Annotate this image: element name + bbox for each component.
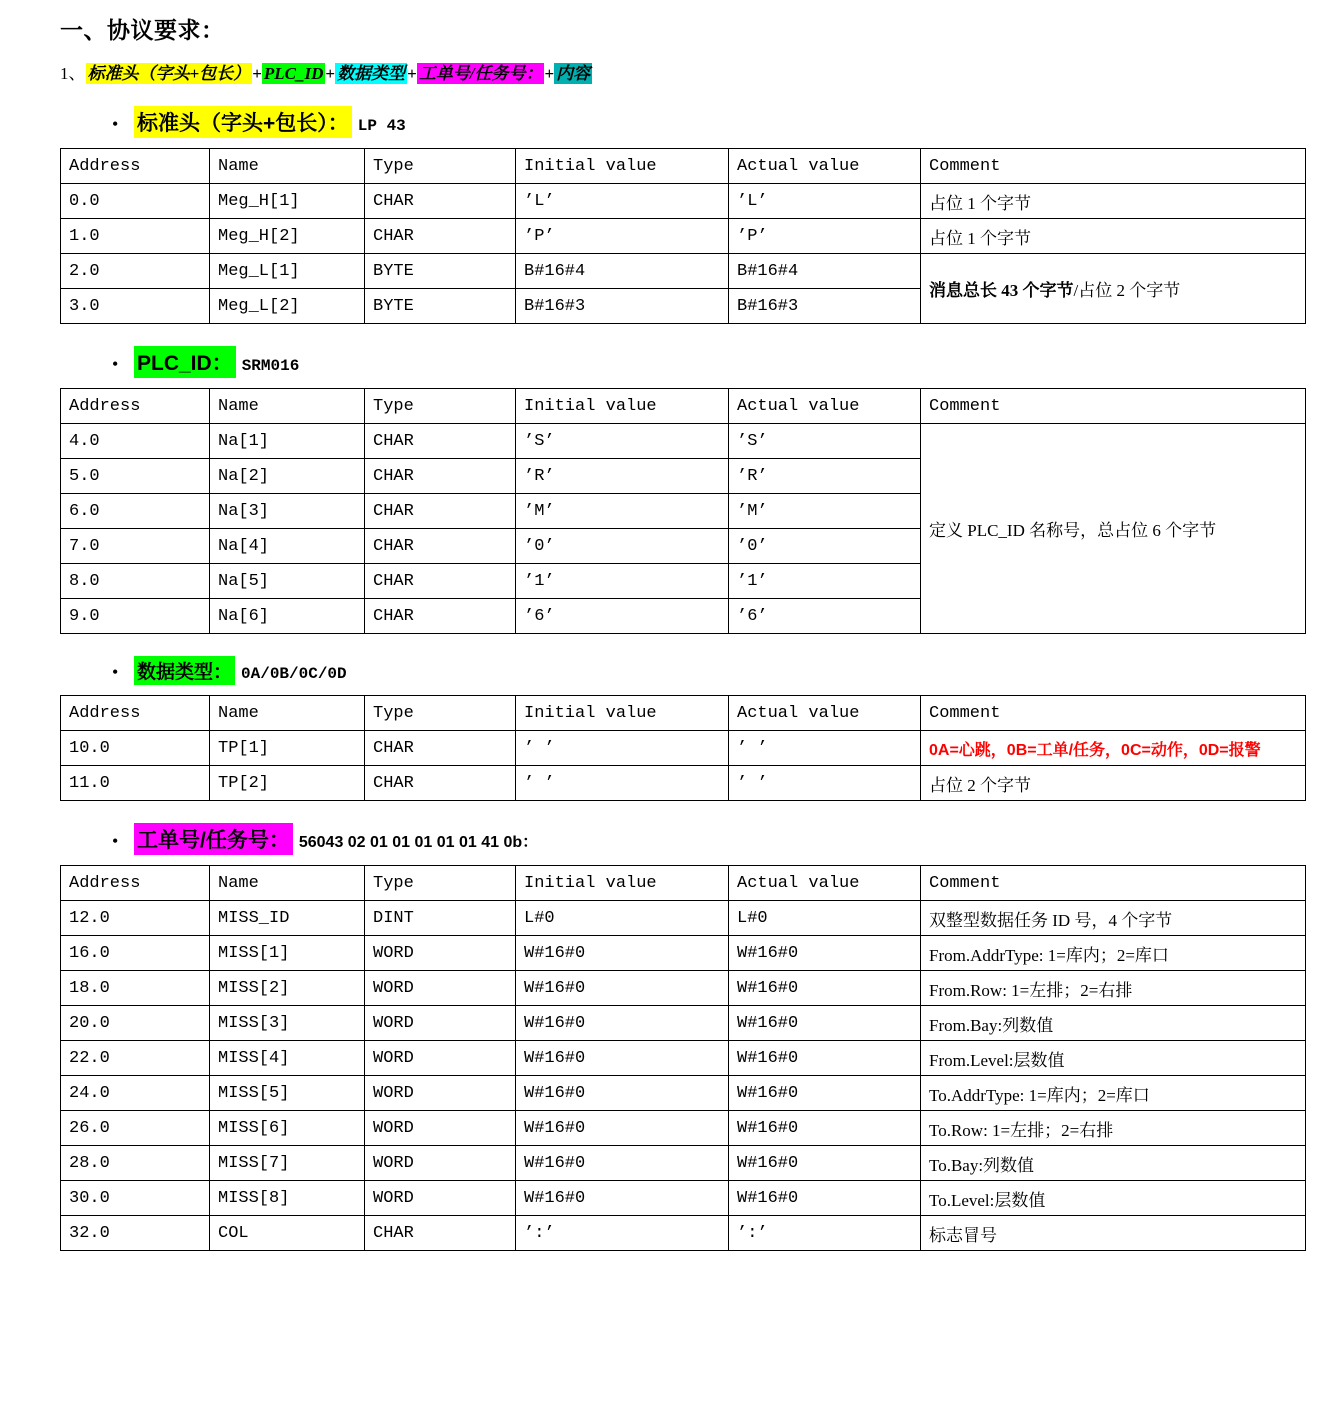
cell-comment: 双整型数据任务 ID 号，4 个字节 [921, 901, 1306, 936]
cell-initial: ’6’ [516, 599, 729, 634]
column-header-initial-value: Initial value [516, 389, 729, 424]
cell-type: WORD [365, 936, 516, 971]
column-header-initial-value: Initial value [516, 149, 729, 184]
cell-initial: W#16#0 [516, 1076, 729, 1111]
cell-comment [921, 731, 1306, 766]
cell-type: CHAR [365, 731, 516, 766]
column-header-actual-value: Actual value [729, 866, 921, 901]
cell-comment: To.Bay:列数值 [921, 1146, 1306, 1181]
protocol-format-line [60, 59, 1304, 84]
cell-comment: 占位 2 个字节 [921, 766, 1306, 801]
bullet-dot-icon: • [112, 831, 119, 851]
cell-actual: W#16#0 [729, 971, 921, 1006]
cell-name: Meg_L[2] [210, 289, 365, 324]
cell-name: MISS[1] [210, 936, 365, 971]
cell-initial: W#16#0 [516, 1146, 729, 1181]
table-row [61, 971, 1306, 1006]
table-row [61, 1041, 1306, 1076]
cell-actual: W#16#0 [729, 1181, 921, 1216]
format-parts [86, 63, 593, 84]
cell-initial: ’M’ [516, 494, 729, 529]
cell-initial: ’1’ [516, 564, 729, 599]
section-value: 56043 02 01 01 01 01 01 41 0b： [298, 834, 539, 851]
cell-initial: W#16#0 [516, 1041, 729, 1076]
cell-address: 20.0 [61, 1006, 210, 1041]
table-row [61, 424, 1306, 459]
cell-name: Meg_H[1] [210, 184, 365, 219]
table-header-row [61, 389, 1306, 424]
cell-initial: B#16#4 [516, 254, 729, 289]
cell-comment [921, 254, 1306, 324]
comment-emphasis: 消息总长 43 个字节 [929, 281, 1074, 300]
table-row [61, 184, 1306, 219]
cell-address: 2.0 [61, 254, 210, 289]
section-bullet-2 [112, 656, 1304, 685]
cell-name: TP[1] [210, 731, 365, 766]
cell-type: CHAR [365, 494, 516, 529]
table-row [61, 1111, 1306, 1146]
cell-type: CHAR [365, 1216, 516, 1251]
cell-address: 8.0 [61, 564, 210, 599]
section-value: 0A/0B/0C/0D [241, 665, 347, 683]
cell-name: MISS[2] [210, 971, 365, 1006]
cell-type: CHAR [365, 599, 516, 634]
cell-name: Meg_H[2] [210, 219, 365, 254]
cell-type: WORD [365, 1181, 516, 1216]
cell-type: WORD [365, 1006, 516, 1041]
cell-name: MISS[4] [210, 1041, 365, 1076]
cell-initial: W#16#0 [516, 1181, 729, 1216]
cell-comment: 占位 1 个字节 [921, 219, 1306, 254]
table-row [61, 766, 1306, 801]
list-number: 1、 [60, 64, 86, 83]
column-header-type: Type [365, 149, 516, 184]
cell-actual: ’L’ [729, 184, 921, 219]
cell-address: 6.0 [61, 494, 210, 529]
cell-address: 5.0 [61, 459, 210, 494]
cell-name: COL [210, 1216, 365, 1251]
cell-actual: W#16#0 [729, 1076, 921, 1111]
section-title: PLC_ID： [134, 346, 236, 378]
cell-comment: To.AddrType: 1=库内；2=库口 [921, 1076, 1306, 1111]
cell-comment: From.Bay:列数值 [921, 1006, 1306, 1041]
column-header-type: Type [365, 866, 516, 901]
column-header-actual-value: Actual value [729, 149, 921, 184]
cell-address: 4.0 [61, 424, 210, 459]
cell-comment: To.Level:层数值 [921, 1181, 1306, 1216]
column-header-name: Name [210, 149, 365, 184]
cell-address: 3.0 [61, 289, 210, 324]
section-value: SRM016 [241, 357, 300, 375]
cell-actual: W#16#0 [729, 1111, 921, 1146]
column-header-address: Address [61, 696, 210, 731]
column-header-actual-value: Actual value [729, 696, 921, 731]
cell-initial: ’L’ [516, 184, 729, 219]
cell-comment: 标志冒号 [921, 1216, 1306, 1251]
cell-comment: To.Row: 1=左排；2=右排 [921, 1111, 1306, 1146]
cell-comment: 定义 PLC_ID 名称号，总占位 6 个字节 [921, 424, 1306, 634]
column-header-type: Type [365, 389, 516, 424]
format-token-2: PLC_ID [263, 64, 324, 83]
cell-address: 11.0 [61, 766, 210, 801]
table-row [61, 901, 1306, 936]
cell-type: CHAR [365, 564, 516, 599]
cell-address: 22.0 [61, 1041, 210, 1076]
cell-address: 10.0 [61, 731, 210, 766]
cell-name: MISS_ID [210, 901, 365, 936]
cell-actual: ’6’ [729, 599, 921, 634]
table-header-row [61, 696, 1306, 731]
cell-initial: W#16#0 [516, 971, 729, 1006]
section-bullet-0 [112, 106, 1304, 138]
cell-initial: ’:’ [516, 1216, 729, 1251]
cell-actual: ’:’ [729, 1216, 921, 1251]
cell-initial: W#16#0 [516, 936, 729, 971]
section-title: 数据类型： [134, 656, 235, 685]
table-header-row [61, 149, 1306, 184]
cell-name: TP[2] [210, 766, 365, 801]
cell-initial: B#16#3 [516, 289, 729, 324]
cell-type: BYTE [365, 289, 516, 324]
cell-address: 0.0 [61, 184, 210, 219]
cell-comment: From.Row: 1=左排；2=右排 [921, 971, 1306, 1006]
cell-actual: W#16#0 [729, 1146, 921, 1181]
cell-type: CHAR [365, 424, 516, 459]
cell-actual: W#16#0 [729, 1006, 921, 1041]
cell-type: BYTE [365, 254, 516, 289]
column-header-name: Name [210, 389, 365, 424]
cell-initial: W#16#0 [516, 1006, 729, 1041]
cell-initial: ’P’ [516, 219, 729, 254]
cell-type: DINT [365, 901, 516, 936]
cell-type: CHAR [365, 766, 516, 801]
column-header-address: Address [61, 866, 210, 901]
cell-type: WORD [365, 1146, 516, 1181]
cell-name: MISS[3] [210, 1006, 365, 1041]
protocol-table-3 [60, 865, 1306, 1251]
cell-actual: W#16#0 [729, 936, 921, 971]
cell-type: WORD [365, 971, 516, 1006]
format-separator: + [252, 64, 262, 83]
cell-address: 28.0 [61, 1146, 210, 1181]
section-bullet-1 [112, 346, 1304, 378]
cell-address: 24.0 [61, 1076, 210, 1111]
table-header-row [61, 866, 1306, 901]
cell-initial: ’0’ [516, 529, 729, 564]
protocol-table-0 [60, 148, 1306, 324]
cell-actual: ’ ’ [729, 731, 921, 766]
cell-name: MISS[5] [210, 1076, 365, 1111]
cell-name: MISS[6] [210, 1111, 365, 1146]
format-separator: + [544, 64, 555, 83]
table-row [61, 1216, 1306, 1251]
cell-type: CHAR [365, 219, 516, 254]
cell-comment: From.Level:层数值 [921, 1041, 1306, 1076]
cell-initial: ’R’ [516, 459, 729, 494]
table-row [61, 1181, 1306, 1216]
cell-name: Na[5] [210, 564, 365, 599]
cell-address: 12.0 [61, 901, 210, 936]
format-separator: + [325, 64, 336, 83]
format-token-8: 内容 [556, 64, 591, 83]
comment-rest: /占位 2 个字节 [1073, 281, 1181, 300]
column-header-actual-value: Actual value [729, 389, 921, 424]
cell-actual: B#16#3 [729, 289, 921, 324]
bullet-dot-icon: • [112, 662, 119, 682]
comment-warning: 0A=心跳，0B=工单/任务，0C=动作，0D=报警 [929, 741, 1261, 759]
column-header-comment: Comment [921, 696, 1306, 731]
cell-actual: ’M’ [729, 494, 921, 529]
cell-actual: ’P’ [729, 219, 921, 254]
format-token-6: 工单号/任务号： [418, 64, 543, 83]
column-header-name: Name [210, 696, 365, 731]
cell-initial: ’ ’ [516, 766, 729, 801]
cell-address: 1.0 [61, 219, 210, 254]
cell-address: 30.0 [61, 1181, 210, 1216]
format-token-4: 数据类型 [337, 64, 406, 83]
cell-type: CHAR [365, 529, 516, 564]
cell-address: 16.0 [61, 936, 210, 971]
cell-actual: L#0 [729, 901, 921, 936]
cell-actual: B#16#4 [729, 254, 921, 289]
cell-initial: W#16#0 [516, 1111, 729, 1146]
cell-type: CHAR [365, 459, 516, 494]
cell-initial: L#0 [516, 901, 729, 936]
column-header-type: Type [365, 696, 516, 731]
column-header-initial-value: Initial value [516, 866, 729, 901]
cell-address: 7.0 [61, 529, 210, 564]
cell-type: WORD [365, 1076, 516, 1111]
column-header-initial-value: Initial value [516, 696, 729, 731]
cell-name: Na[2] [210, 459, 365, 494]
section-title: 工单号/任务号： [134, 823, 293, 855]
column-header-comment: Comment [921, 866, 1306, 901]
cell-actual: ’0’ [729, 529, 921, 564]
table-row [61, 254, 1306, 289]
cell-name: MISS[8] [210, 1181, 365, 1216]
cell-name: Na[6] [210, 599, 365, 634]
section-value: LP 43 [357, 117, 406, 135]
protocol-table-1 [60, 388, 1306, 634]
column-header-address: Address [61, 389, 210, 424]
cell-name: Meg_L[1] [210, 254, 365, 289]
column-header-name: Name [210, 866, 365, 901]
bullet-dot-icon: • [112, 114, 119, 134]
cell-initial: ’S’ [516, 424, 729, 459]
cell-name: MISS[7] [210, 1146, 365, 1181]
column-header-comment: Comment [921, 149, 1306, 184]
column-header-address: Address [61, 149, 210, 184]
cell-actual: ’R’ [729, 459, 921, 494]
cell-initial: ’ ’ [516, 731, 729, 766]
format-token-0: 标准头（字头+包长） [87, 64, 251, 83]
sections-container [60, 106, 1304, 1251]
section-bullet-3 [112, 823, 1304, 855]
column-header-comment: Comment [921, 389, 1306, 424]
cell-address: 26.0 [61, 1111, 210, 1146]
format-separator: + [407, 64, 417, 83]
cell-address: 32.0 [61, 1216, 210, 1251]
cell-comment: 占位 1 个字节 [921, 184, 1306, 219]
cell-type: WORD [365, 1111, 516, 1146]
table-row [61, 1146, 1306, 1181]
table-row [61, 1076, 1306, 1111]
cell-comment: From.AddrType: 1=库内；2=库口 [921, 936, 1306, 971]
table-row [61, 1006, 1306, 1041]
cell-actual: ’1’ [729, 564, 921, 599]
cell-address: 9.0 [61, 599, 210, 634]
cell-type: WORD [365, 1041, 516, 1076]
cell-actual: ’ ’ [729, 766, 921, 801]
protocol-table-2 [60, 695, 1306, 801]
cell-name: Na[1] [210, 424, 365, 459]
table-row [61, 219, 1306, 254]
table-row [61, 936, 1306, 971]
cell-actual: ’S’ [729, 424, 921, 459]
cell-name: Na[3] [210, 494, 365, 529]
cell-actual: W#16#0 [729, 1041, 921, 1076]
bullet-dot-icon: • [112, 354, 119, 374]
page-title: 一、协议要求： [60, 17, 225, 43]
cell-address: 18.0 [61, 971, 210, 1006]
cell-type: CHAR [365, 184, 516, 219]
section-title: 标准头（字头+包长）： [134, 106, 352, 138]
table-row [61, 731, 1306, 766]
cell-name: Na[4] [210, 529, 365, 564]
